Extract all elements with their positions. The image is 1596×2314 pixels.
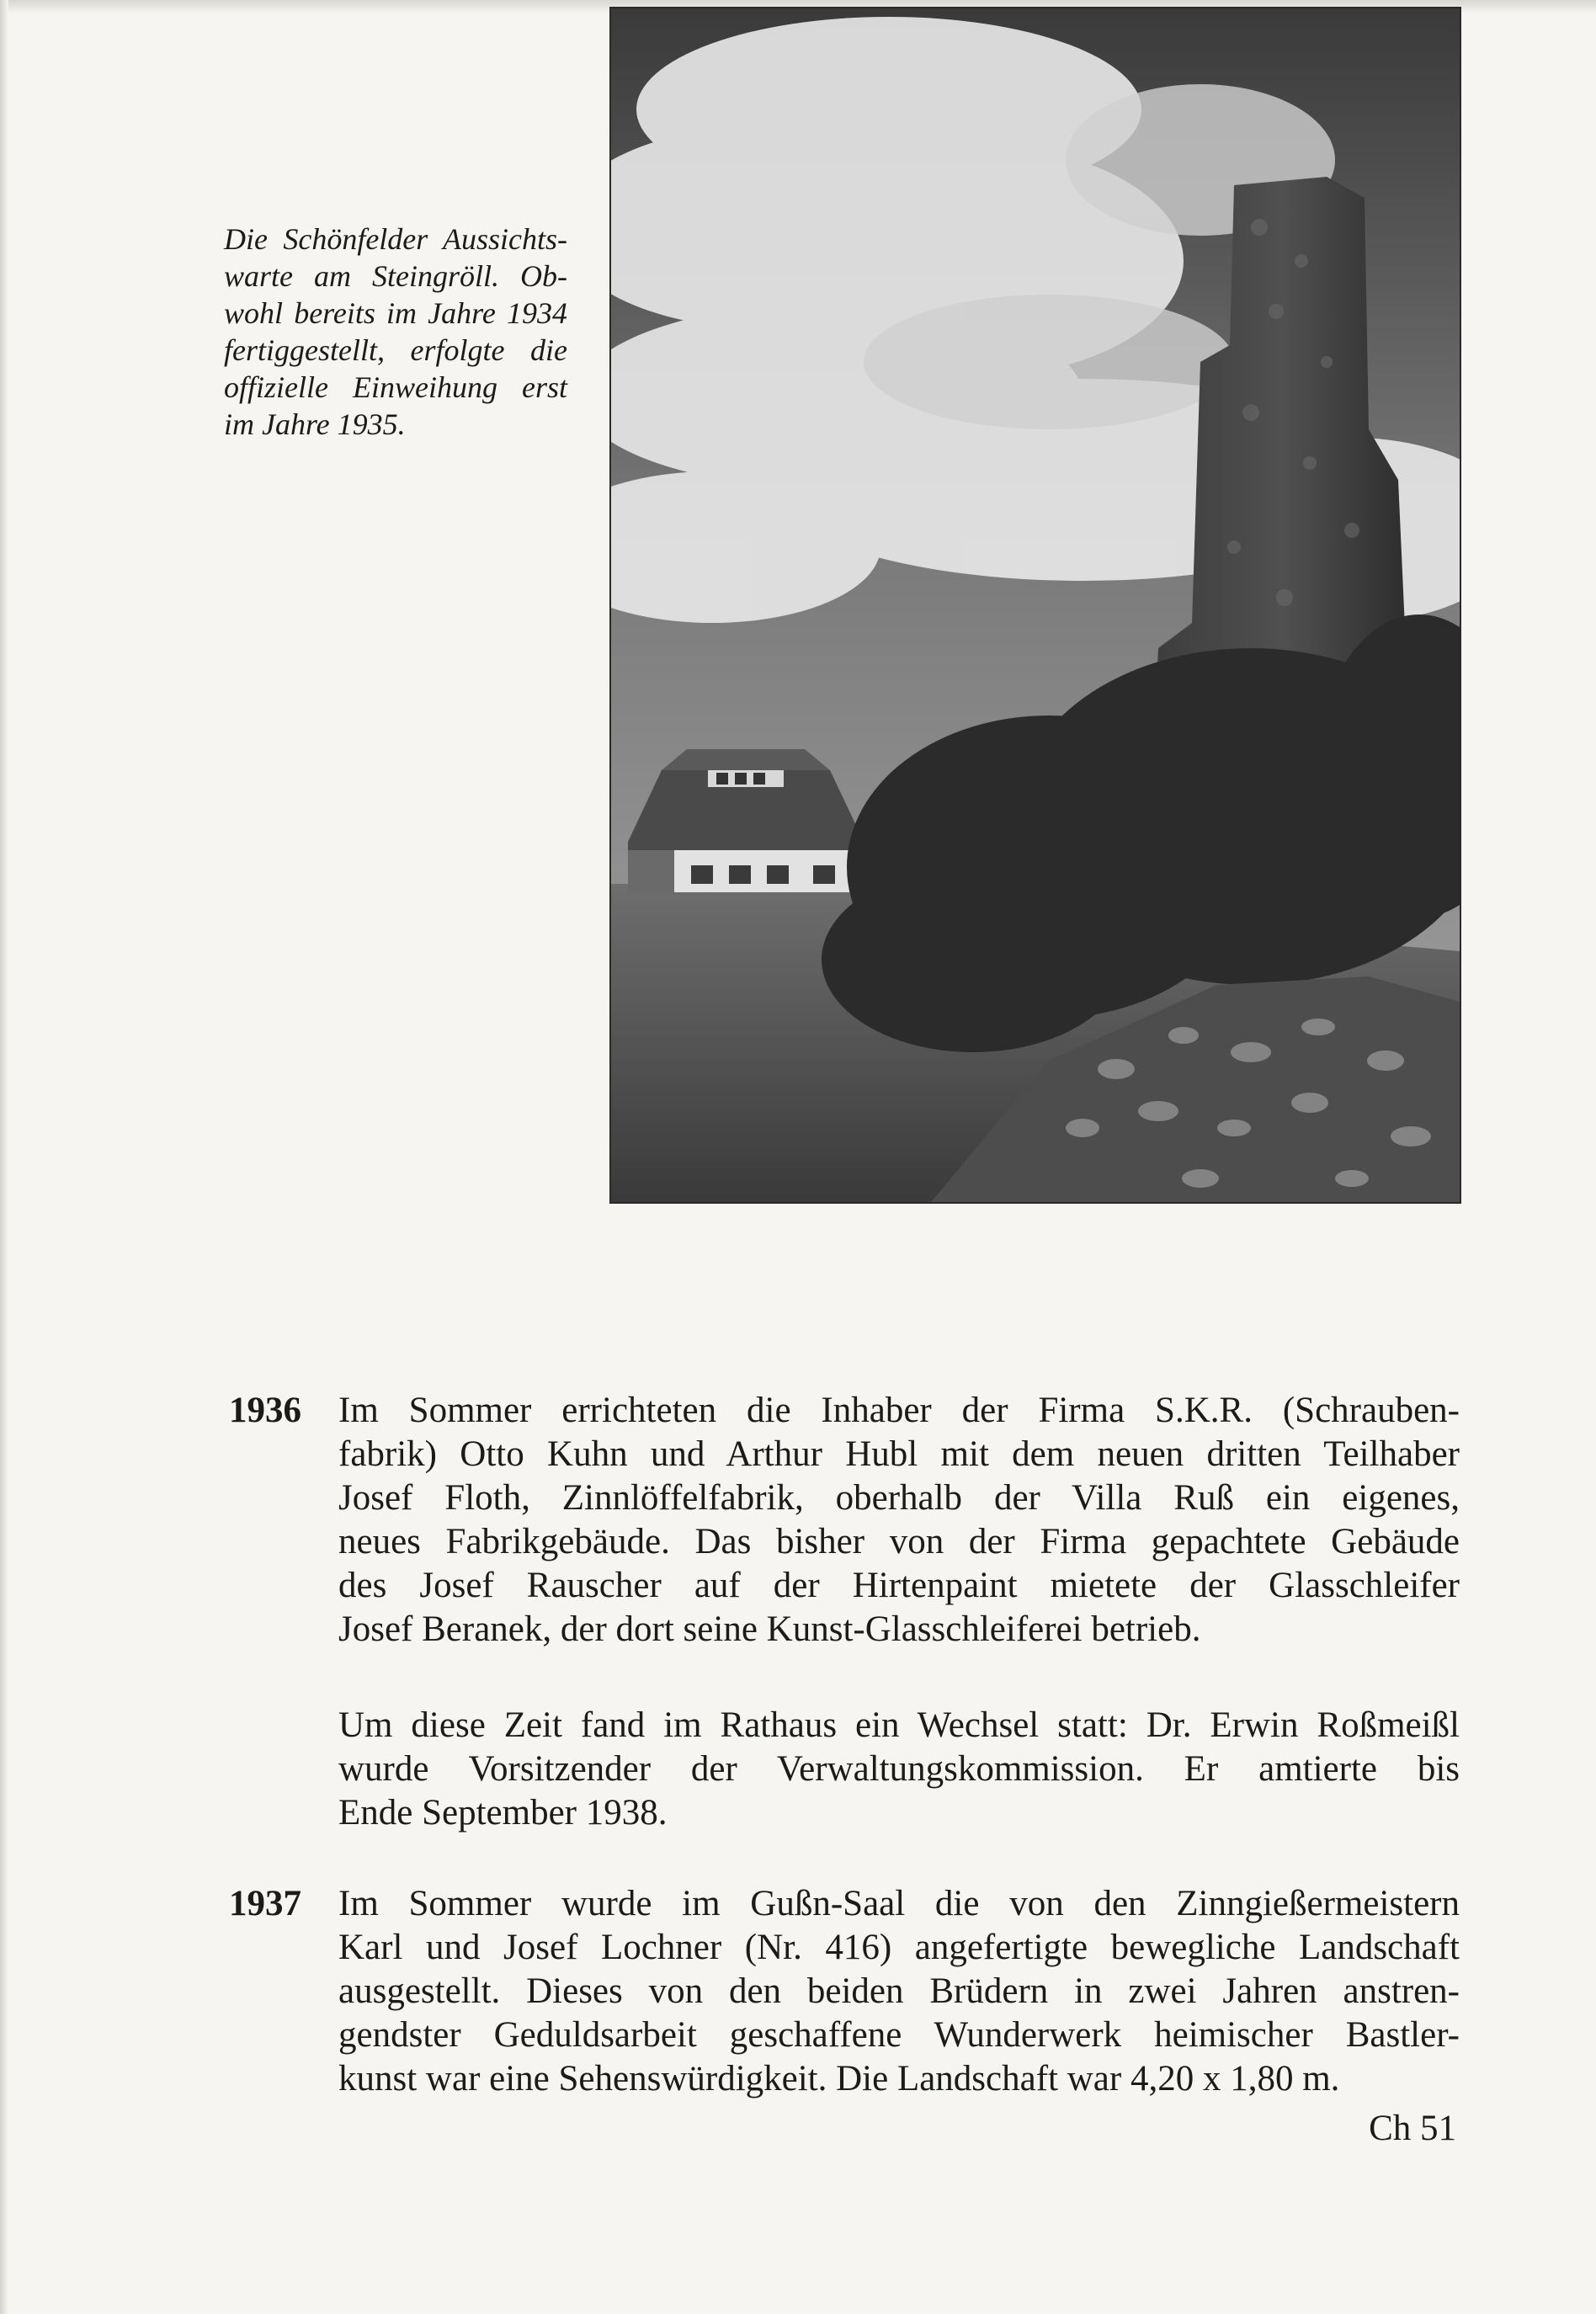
entry-line: fabrik) Otto Kuhn und Arthur Hubl mit dem neuen dritten Teilhaber — [338, 1434, 1460, 1474]
lookout-tower-photo — [609, 7, 1461, 1204]
caption-line: im Jahre 1935. — [224, 407, 406, 441]
entry-year: 1936 — [229, 1391, 301, 1430]
paragraph-line: Ende September 1938. — [338, 1793, 668, 1833]
caption-line: fertiggestellt, erfolgte die — [224, 333, 567, 367]
entry-line: Im Sommer wurde im Gußn-Saal die von den Zinngießermeistern — [338, 1884, 1460, 1923]
caption-line: warte am Steingröll. Ob- — [224, 259, 567, 293]
entry-line: Im Sommer errichteten die Inhaber der Firma S.K.R. (Schrauben- — [338, 1391, 1460, 1430]
paragraph-line: Um diese Zeit fand im Rathaus ein Wechsel statt: Dr. Erwin Roßmeißl — [338, 1705, 1460, 1745]
entry-line: kunst war eine Sehenswürdigkeit. Die Landschaft war 4,20 x 1,80 m. — [338, 2059, 1340, 2099]
caption-line: wohl bereits im Jahre 1934 — [224, 296, 567, 330]
entry-line: gendster Geduldsarbeit geschaffene Wunderwerk heimischer Bastler- — [338, 2015, 1460, 2055]
entry-line: ausgestellt. Dieses von den beiden Brüdern in zwei Jahren anstren- — [338, 1971, 1460, 2011]
caption-line: offizielle Einweihung erst — [224, 370, 567, 404]
page-left-shadow — [0, 0, 8, 2314]
paragraph-line: wurde Vorsitzender der Verwaltungskommission. Er amtierte bis — [338, 1749, 1460, 1789]
photo-caption — [224, 221, 567, 443]
entry-line: Josef Beranek, der dort seine Kunst-Glasschleiferei betrieb. — [338, 1609, 1201, 1649]
entry-line: des Josef Rauscher auf der Hirtenpaint mietete der Glasschleifer — [338, 1566, 1460, 1605]
entry-text — [338, 1389, 1460, 1652]
entry-line: Karl und Josef Lochner (Nr. 416) angefertigte bewegliche Landschaft — [338, 1928, 1460, 1967]
entry-line: Josef Floth, Zinnlöffelfabrik, oberhalb der Villa Ruß ein eigenes, — [338, 1478, 1460, 1518]
entry-text — [338, 1882, 1460, 2101]
entry-year: 1937 — [229, 1884, 301, 1923]
caption-line: Die Schönfelder Aussichts- — [224, 222, 567, 256]
page-number: Ch 51 — [1369, 2109, 1456, 2148]
chronicle-paragraph — [338, 1704, 1460, 1835]
entry-line: neues Fabrikgebäude. Das bisher von der Firma gepachtete Gebäude — [338, 1522, 1460, 1561]
